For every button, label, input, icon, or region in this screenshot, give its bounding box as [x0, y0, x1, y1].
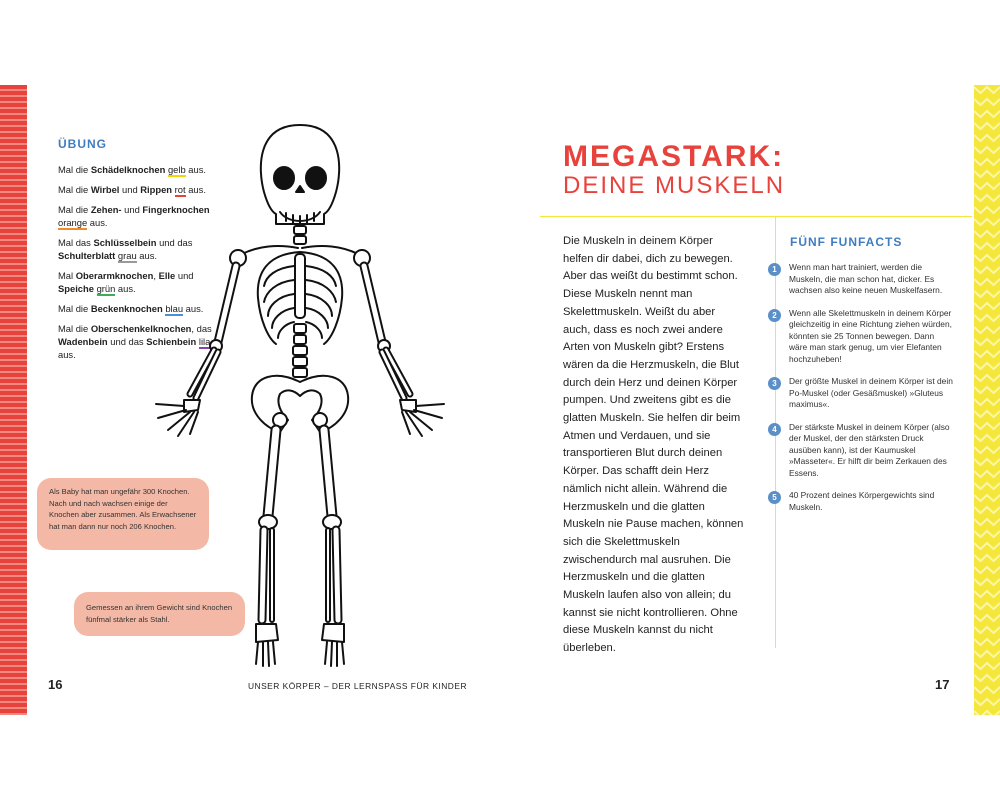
exercise-item: Mal die Wirbel und Rippen rot aus.	[58, 184, 206, 195]
list-item	[768, 308, 953, 366]
funfact-text: Der größte Muskel in deinem Körper ist dein Po-Muskel (oder Gesäßmuskel) »Gluteus maximus«.	[789, 376, 953, 409]
exercise-item: Mal das Schlüsselbein und das Schulterblatt grau aus.	[58, 237, 193, 261]
funfact-text: Wenn alle Skelettmuskeln in deinem Körper gleichzeitig in eine Richtung ziehen würden, könnten sie 25 Tonnen bewegen. Dann wäre man stark genug, um vier Elefanten hochzuheben!	[789, 307, 952, 364]
number-badge: 3	[768, 377, 781, 390]
number-badge: 4	[768, 423, 781, 436]
list-item	[768, 422, 953, 480]
body-paragraph: Die Muskeln in deinem Körper helfen dir dabei, dich zu bewegen. Aber das weißt du bestimmt schon. Diese Muskeln nennt man Skelettmuskeln. Weißt du aber auch, dass es noch zwei andere Arten von Muskeln gibt? Erstens wären da die Herzmuskeln, die Blut durch dein Herz und deinen Körper pumpen. Und zweitens gibt es die glatten Muskeln. Sie helfen dir beim Atmen und Verdauen, und sie transportieren Blut durch deinen Körper. Das schafft dein Herz nämlich nicht allein. Während die Herzmuskeln und die glatten Muskeln nie Pause machen, können sich die Skelettmuskeln zwischendurch mal ausruhen. Die Herzmuskeln und die glatten Muskeln laufen also von allein; du kannst sie nicht kontrollieren. Ohne diese Muskeln kannst du nicht überleben.	[563, 235, 744, 655]
exercise-item: Mal die Oberschenkelknochen, das Wadenbein und das Schienbein lila aus.	[58, 323, 212, 360]
number-badge: 2	[768, 309, 781, 322]
exercise-item: Mal die Schädelknochen gelb aus.	[58, 164, 207, 175]
number-badge: 1	[768, 263, 781, 276]
list-item	[768, 376, 953, 411]
funfacts-list	[768, 262, 953, 524]
page-title: MEGASTARK:	[563, 140, 785, 173]
page-number-left: 16	[48, 677, 63, 692]
exercise-item: Mal Oberarmknochen, Elle und Speiche grün aus.	[58, 270, 194, 294]
exercise-heading: ÜBUNG	[58, 137, 107, 151]
left-page-edge-stripe	[0, 85, 27, 715]
list-item	[768, 262, 953, 297]
funfact-text: 40 Prozent deines Körpergewichts sind Muskeln.	[789, 490, 935, 512]
divider-horizontal	[540, 216, 972, 217]
funfacts-heading: FÜNF FUNFACTS	[790, 235, 903, 249]
funfact-text: Der stärkste Muskel in deinem Körper (also der Muskel, der den stärksten Druck ausüben kann), ist der Kaumuskel »Masseter«. Er hilft dir beim Zerkauen des Essens.	[789, 421, 950, 478]
right-page-edge-zigzag	[974, 85, 1000, 715]
exercise-item: Mal die Beckenknochen blau aus.	[58, 303, 204, 314]
info-bubble-baby-bones: Als Baby hat man ungefähr 300 Knochen. Nach und nach wachsen einige der Knochen aber zusammen. Als Erwachsener hat man dann nur noch 206 Knochen.	[37, 478, 209, 550]
list-item	[768, 490, 953, 513]
skeleton-illustration	[148, 120, 458, 675]
book-title-footer: UNSER KÖRPER – DER LERNSPASS FÜR KINDER	[248, 681, 467, 691]
number-badge: 5	[768, 491, 781, 504]
page-number-right: 17	[935, 677, 950, 692]
page-subtitle: DEINE MUSKELN	[563, 172, 786, 199]
funfact-text: Wenn man hart trainiert, werden die Muskeln, die man schon hat, dicker. Es wachsen also keine neuen Muskelfasern.	[789, 262, 943, 295]
info-bubble-bone-strength: Gemessen an ihrem Gewicht sind Knochen fünfmal stärker als Stahl.	[74, 592, 245, 636]
exercise-item: Mal die Zehen- und Fingerknochen orange aus.	[58, 204, 210, 228]
